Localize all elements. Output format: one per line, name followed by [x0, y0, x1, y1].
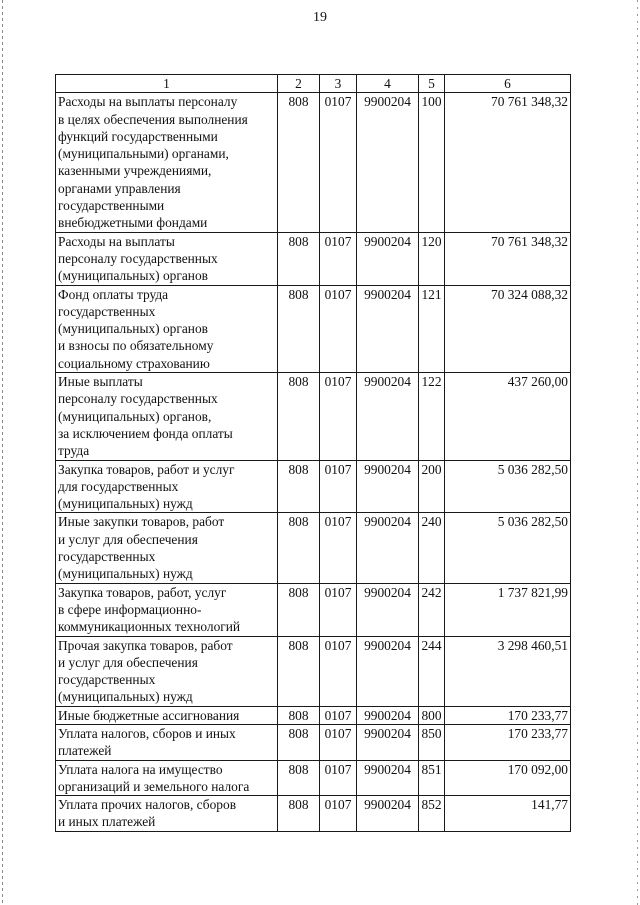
table-row — [56, 373, 571, 460]
target-article-code: 9900204 — [357, 285, 419, 372]
target-article-code: 9900204 — [357, 796, 419, 832]
section-code: 0107 — [320, 583, 357, 636]
scan-edge-right — [637, 0, 638, 905]
target-article-code: 9900204 — [357, 760, 419, 796]
section-code: 0107 — [320, 760, 357, 796]
table-row — [56, 796, 571, 832]
target-article-code: 9900204 — [357, 460, 419, 513]
section-code: 0107 — [320, 93, 357, 232]
table-row — [56, 636, 571, 706]
expense-type-code: 242 — [419, 583, 445, 636]
ministry-code: 808 — [278, 373, 320, 460]
target-article-code: 9900204 — [357, 706, 419, 724]
amount: 5 036 282,50 — [445, 460, 571, 513]
ministry-code: 808 — [278, 636, 320, 706]
amount: 141,77 — [445, 796, 571, 832]
budget-table-body — [56, 75, 571, 832]
scan-edge-left — [2, 0, 3, 905]
target-article-code: 9900204 — [357, 93, 419, 232]
ministry-code: 808 — [278, 724, 320, 760]
expense-type-code: 100 — [419, 93, 445, 232]
table-row — [56, 460, 571, 513]
amount: 437 260,00 — [445, 373, 571, 460]
section-code: 0107 — [320, 796, 357, 832]
ministry-code: 808 — [278, 93, 320, 232]
line-item-name: Уплата прочих налогов, сборов и иных платежей — [56, 796, 278, 832]
table-row — [56, 232, 571, 285]
amount: 3 298 460,51 — [445, 636, 571, 706]
target-article-code: 9900204 — [357, 373, 419, 460]
expense-type-code: 120 — [419, 232, 445, 285]
column-header: 5 — [419, 75, 445, 93]
ministry-code: 808 — [278, 460, 320, 513]
expense-type-code: 121 — [419, 285, 445, 372]
line-item-name: Закупка товаров, работ и услуг для государственных (муниципальных) нужд — [56, 460, 278, 513]
table-row — [56, 724, 571, 760]
header-row — [56, 75, 571, 93]
section-code: 0107 — [320, 460, 357, 513]
table-row — [56, 285, 571, 372]
amount: 70 761 348,32 — [445, 93, 571, 232]
column-header: 6 — [445, 75, 571, 93]
ministry-code: 808 — [278, 232, 320, 285]
line-item-name: Расходы на выплаты персоналу в целях обеспечения выполнения функций государственными (муниципальными) органами, казенными учреждениями, органами управления государственными внебюджетными фондами — [56, 93, 278, 232]
target-article-code: 9900204 — [357, 583, 419, 636]
amount: 70 761 348,32 — [445, 232, 571, 285]
target-article-code: 9900204 — [357, 636, 419, 706]
expense-type-code: 851 — [419, 760, 445, 796]
table-row — [56, 583, 571, 636]
section-code: 0107 — [320, 285, 357, 372]
section-code: 0107 — [320, 724, 357, 760]
target-article-code: 9900204 — [357, 724, 419, 760]
ministry-code: 808 — [278, 285, 320, 372]
line-item-name: Прочая закупка товаров, работ и услуг для обеспечения государственных (муниципальных) нужд — [56, 636, 278, 706]
table-row — [56, 93, 571, 232]
column-header: 4 — [357, 75, 419, 93]
ministry-code: 808 — [278, 706, 320, 724]
expense-type-code: 800 — [419, 706, 445, 724]
line-item-name: Фонд оплаты труда государственных (муниципальных) органов и взносы по обязательному социальному страхованию — [56, 285, 278, 372]
section-code: 0107 — [320, 706, 357, 724]
expense-type-code: 850 — [419, 724, 445, 760]
section-code: 0107 — [320, 636, 357, 706]
amount: 170 233,77 — [445, 706, 571, 724]
page-number: 19 — [313, 10, 327, 25]
section-code: 0107 — [320, 373, 357, 460]
target-article-code: 9900204 — [357, 232, 419, 285]
amount: 1 737 821,99 — [445, 583, 571, 636]
target-article-code: 9900204 — [357, 513, 419, 583]
ministry-code: 808 — [278, 583, 320, 636]
expense-type-code: 122 — [419, 373, 445, 460]
amount: 70 324 088,32 — [445, 285, 571, 372]
line-item-name: Уплата налога на имущество организаций и земельного налога — [56, 760, 278, 796]
column-header: 1 — [56, 75, 278, 93]
ministry-code: 808 — [278, 513, 320, 583]
table-row — [56, 513, 571, 583]
expense-type-code: 200 — [419, 460, 445, 513]
expense-type-code: 852 — [419, 796, 445, 832]
table-row — [56, 760, 571, 796]
ministry-code: 808 — [278, 760, 320, 796]
line-item-name: Иные бюджетные ассигнования — [56, 706, 278, 724]
expense-type-code: 244 — [419, 636, 445, 706]
line-item-name: Иные выплаты персоналу государственных (муниципальных) органов, за исключением фонда оплаты труда — [56, 373, 278, 460]
section-code: 0107 — [320, 232, 357, 285]
column-header: 3 — [320, 75, 357, 93]
line-item-name: Иные закупки товаров, работ и услуг для обеспечения государственных (муниципальных) нужд — [56, 513, 278, 583]
section-code: 0107 — [320, 513, 357, 583]
amount: 170 233,77 — [445, 724, 571, 760]
line-item-name: Закупка товаров, работ, услуг в сфере информационно- коммуникационных технологий — [56, 583, 278, 636]
line-item-name: Уплата налогов, сборов и иных платежей — [56, 724, 278, 760]
budget-table — [55, 74, 571, 832]
column-header: 2 — [278, 75, 320, 93]
amount: 5 036 282,50 — [445, 513, 571, 583]
ministry-code: 808 — [278, 796, 320, 832]
line-item-name: Расходы на выплаты персоналу государственных (муниципальных) органов — [56, 232, 278, 285]
expense-type-code: 240 — [419, 513, 445, 583]
amount: 170 092,00 — [445, 760, 571, 796]
table-row — [56, 706, 571, 724]
